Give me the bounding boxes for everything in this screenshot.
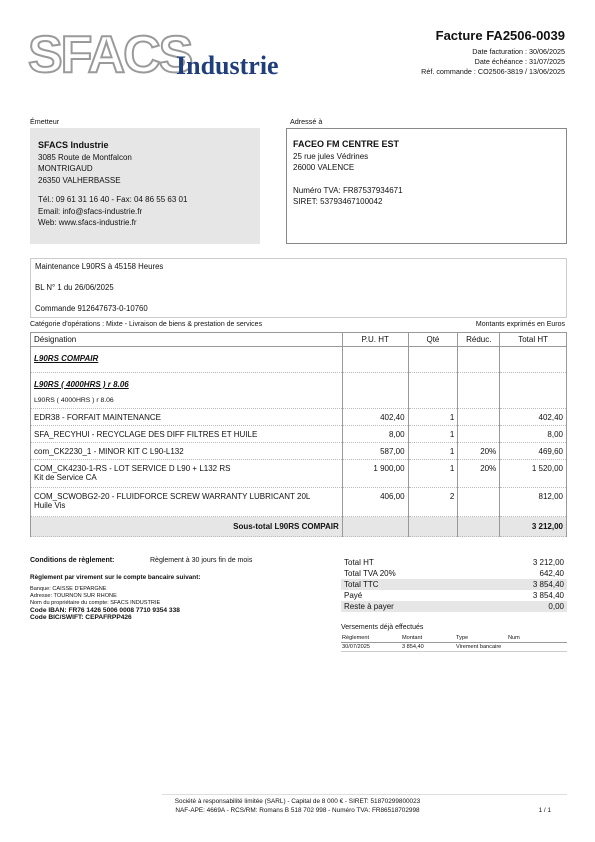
subtotal-row bbox=[31, 517, 567, 537]
row-extra: Kit de Service CA bbox=[34, 473, 97, 482]
ref-maintenance: Maintenance L90RS à 45158 Heures bbox=[35, 262, 164, 271]
emetteur-label: Émetteur bbox=[30, 117, 60, 126]
table-row bbox=[31, 460, 567, 488]
col-designation: Désignation bbox=[31, 333, 343, 347]
total-row bbox=[341, 579, 567, 590]
svg-text:SFACS: SFACS bbox=[28, 30, 192, 82]
invoice-title: Facture FA2506-0039 bbox=[435, 28, 565, 43]
row-total: 1 520,00 bbox=[500, 460, 567, 488]
footer-divider bbox=[162, 794, 567, 795]
ref-bl: BL N° 1 du 26/06/2025 bbox=[35, 283, 114, 292]
account-owner: Nom du propriétaire du compte: SFACS INDUSTRIE bbox=[30, 600, 161, 606]
total-row bbox=[341, 557, 567, 568]
total-row bbox=[341, 568, 567, 579]
total-label: Reste à payer bbox=[341, 601, 479, 612]
row-designation: EDR38 - FORFAIT MAINTENANCE bbox=[31, 409, 343, 426]
total-label: Total TVA 20% bbox=[344, 569, 396, 578]
row-pu: 402,40 bbox=[342, 409, 408, 426]
page-number: 1 / 1 bbox=[538, 807, 551, 814]
row-pu: 406,00 bbox=[342, 488, 408, 517]
subgroup-row bbox=[31, 373, 567, 409]
total-value: 3 212,00 bbox=[532, 558, 564, 567]
versements-table bbox=[341, 634, 567, 652]
total-value: 3 854,40 bbox=[479, 579, 567, 590]
vers-col-montant: Montant bbox=[401, 634, 455, 643]
col-qte: Qté bbox=[408, 333, 458, 347]
row-designation: com_CK2230_1 - MINOR KIT C L90-L132 bbox=[31, 443, 343, 460]
destinataire-address1: 25 rue jules Védrines bbox=[293, 151, 369, 161]
group-row bbox=[31, 347, 567, 373]
col-reduc: Réduc. bbox=[458, 333, 500, 347]
emetteur-name: SFACS Industrie bbox=[38, 140, 109, 150]
total-row bbox=[341, 590, 567, 601]
bank-address: Adresse: TOURNON SUR RHONE bbox=[30, 593, 117, 599]
virement-title: Règlement par virement sur le compte bancaire suivant: bbox=[30, 574, 201, 581]
row-qte: 1 bbox=[408, 443, 458, 460]
versements-section bbox=[341, 624, 567, 652]
row-total: 812,00 bbox=[500, 488, 567, 517]
row-extra: Huile Vis bbox=[34, 501, 66, 510]
iban-code: Code IBAN: FR76 1426 5006 0008 7710 9354 338 bbox=[30, 607, 180, 614]
row-reduc bbox=[458, 488, 500, 517]
invoice-lines-table bbox=[30, 332, 567, 537]
date-echeance: Date échéance : 31/07/2025 bbox=[474, 57, 565, 66]
ref-commande-num: Commande 912647673-0-10760 bbox=[35, 304, 148, 313]
destinataire-siret: SIRET: 53793467100042 bbox=[293, 197, 383, 206]
versements-title: Versements déjà effectués bbox=[341, 624, 424, 631]
page-footer bbox=[0, 797, 595, 815]
ref-commande: Réf. commande : CO2506-3819 / 13/06/2025 bbox=[421, 67, 565, 76]
col-total: Total HT bbox=[500, 333, 567, 347]
total-row bbox=[341, 601, 567, 612]
table-row bbox=[31, 488, 567, 517]
row-reduc bbox=[458, 426, 500, 443]
vers-col-num: Num bbox=[507, 634, 567, 643]
subgroup-note: L90RS ( 4000HRS ) r 8.06 bbox=[34, 397, 114, 404]
total-value: 0,00 bbox=[479, 601, 567, 612]
payment-conditions bbox=[30, 557, 330, 621]
table-row bbox=[31, 426, 567, 443]
destinataire-tva: Numéro TVA: FR87537934671 bbox=[293, 185, 403, 195]
versement-row bbox=[341, 643, 567, 652]
row-total: 402,40 bbox=[500, 409, 567, 426]
conditions-value: Règlement à 30 jours fin de mois bbox=[150, 557, 253, 564]
emetteur-web: Web: www.sfacs-industrie.fr bbox=[38, 218, 137, 227]
total-value: 642,40 bbox=[539, 569, 564, 578]
row-designation: COM_SCWOBG2-20 - FLUIDFORCE SCREW WARRANTY LUBRICANT 20L bbox=[34, 492, 311, 501]
row-reduc bbox=[458, 409, 500, 426]
table-row bbox=[31, 443, 567, 460]
table-header bbox=[31, 333, 567, 347]
emetteur-address2: MONTRIGAUD bbox=[38, 164, 93, 173]
destinataire-label: Adressé à bbox=[290, 117, 323, 126]
categorie-operations: Catégorie d'opérations : Mixte - Livraison de biens & prestation de services bbox=[30, 321, 263, 328]
row-qte: 1 bbox=[408, 426, 458, 443]
references-box bbox=[30, 258, 567, 318]
vers-col-reglement: Règlement bbox=[341, 634, 401, 643]
vers-num bbox=[507, 643, 567, 652]
total-label: Total TTC bbox=[341, 579, 479, 590]
total-label: Payé bbox=[344, 591, 363, 600]
row-qte: 2 bbox=[408, 488, 458, 517]
emetteur-address1: 3085 Route de Montfalcon bbox=[38, 152, 132, 162]
row-qte: 1 bbox=[408, 460, 458, 488]
row-qte: 1 bbox=[408, 409, 458, 426]
row-total: 469,60 bbox=[500, 443, 567, 460]
row-reduc: 20% bbox=[458, 460, 500, 488]
row-designation: SFA_RECYHUI - RECYCLAGE DES DIFF FILTRES ET HUILE bbox=[31, 426, 343, 443]
emetteur-email: Email: info@sfacs-industrie.fr bbox=[38, 206, 143, 216]
subtotal-label: Sous-total L90RS COMPAIR bbox=[31, 517, 343, 537]
conditions-label: Conditions de règlement: bbox=[30, 557, 115, 564]
vers-type: Virement bancaire bbox=[455, 643, 507, 652]
row-pu: 1 900,00 bbox=[342, 460, 408, 488]
date-facturation: Date facturation : 30/06/2025 bbox=[472, 47, 565, 56]
svg-text:Industrie: Industrie bbox=[176, 51, 279, 80]
bic-code: Code BIC/SWIFT: CEPAFRPP426 bbox=[30, 614, 132, 621]
subtotal-value: 3 212,00 bbox=[500, 517, 567, 537]
table-row bbox=[31, 409, 567, 426]
row-pu: 587,00 bbox=[342, 443, 408, 460]
row-pu: 8,00 bbox=[342, 426, 408, 443]
destinataire-address2: 26000 VALENCE bbox=[293, 163, 355, 172]
vers-montant: 3 854,40 bbox=[401, 643, 455, 652]
totals-table bbox=[341, 557, 567, 612]
group-title: L90RS COMPAIR bbox=[34, 354, 99, 363]
emetteur-address3: 26350 VALHERBASSE bbox=[38, 175, 121, 185]
destinataire-name: FACEO FM CENTRE EST bbox=[293, 139, 400, 149]
total-label: Total HT bbox=[344, 558, 374, 567]
subgroup-title: L90RS ( 4000HRS ) r 8.06 bbox=[34, 380, 129, 389]
footer-legal-1: Société à responsabilité limitée (SARL) - Capital de 8 000 € - SIRET: 51870299800023 bbox=[174, 798, 421, 805]
row-total: 8,00 bbox=[500, 426, 567, 443]
vers-reglement: 30/07/2025 bbox=[341, 643, 401, 652]
col-pu: P.U. HT bbox=[342, 333, 408, 347]
total-value: 3 854,40 bbox=[532, 591, 564, 600]
emetteur-box bbox=[30, 128, 260, 244]
destinataire-box bbox=[286, 128, 567, 244]
invoice-header bbox=[421, 28, 565, 77]
row-designation: COM_CK4230-1-RS - LOT SERVICE D L90 + L132 RS bbox=[34, 464, 231, 473]
emetteur-phone: Tél.: 09 61 31 16 40 - Fax: 04 86 55 63 01 bbox=[38, 195, 188, 204]
bank-name: Banque: CAISSE D'EPARGNE bbox=[30, 586, 107, 592]
vers-col-type: Type bbox=[455, 634, 507, 643]
row-reduc: 20% bbox=[458, 443, 500, 460]
footer-legal-2: NAF-APE: 4669A - RCS/RM: Romans B 518 702 998 - Numéro TVA: FR86518702998 bbox=[175, 807, 420, 814]
montants-devise: Montants exprimés en Euros bbox=[475, 321, 565, 328]
company-logo bbox=[28, 30, 288, 82]
